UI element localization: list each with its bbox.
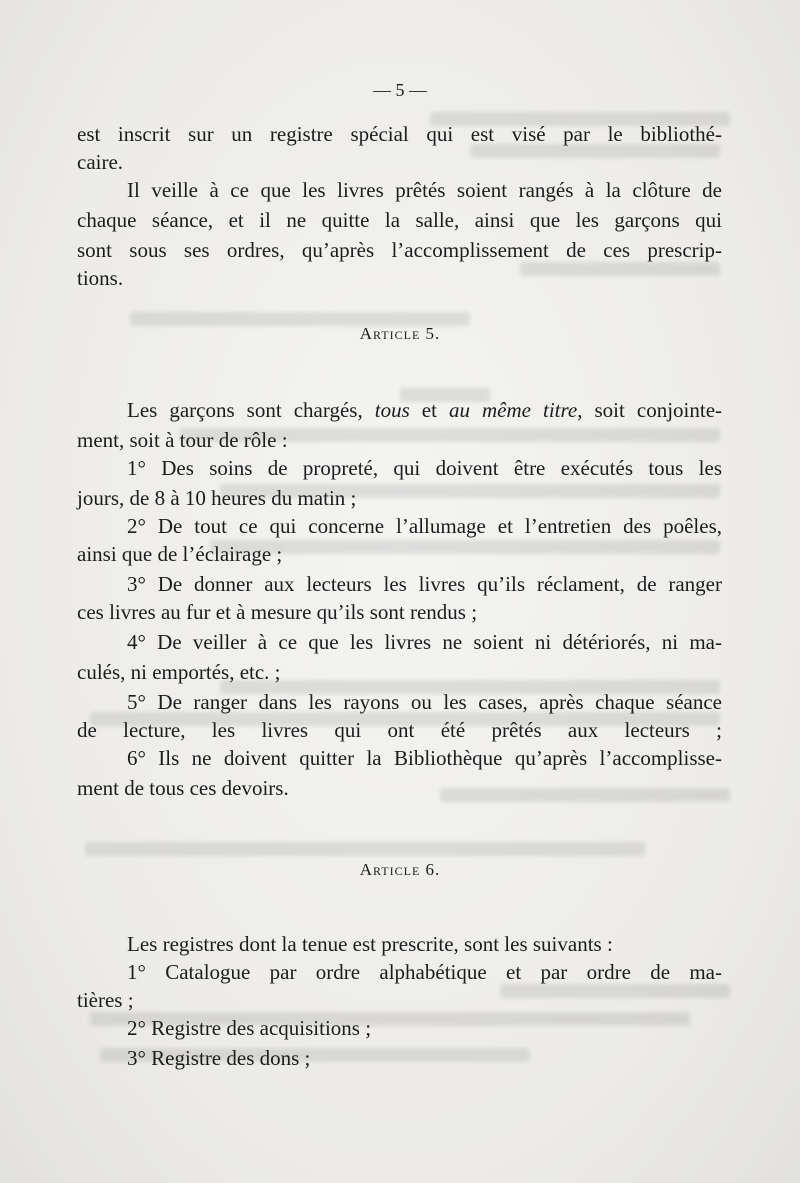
list-item: 3° De donner aux lecteurs les livres qu’ils réclament, de ranger xyxy=(127,572,722,596)
text-line: Il veille à ce que les livres prêtés soient rangés à la clôture de xyxy=(127,178,722,202)
list-item: 1° Catalogue par ordre alphabétique et par ordre de ma- xyxy=(127,960,722,984)
list-item: 1° Des soins de propreté, qui doivent être exécutés tous les xyxy=(127,456,722,480)
list-item: 3° Registre des dons ; xyxy=(127,1046,311,1070)
text-line: tières ; xyxy=(77,988,134,1012)
list-item: 5° De ranger dans les rayons ou les cases, après chaque séance xyxy=(127,690,722,714)
article-5-heading: Article 5. xyxy=(359,324,441,343)
text-line: chaque séance, et il ne quitte la salle, ainsi que les garçons qui xyxy=(77,208,722,232)
text-line: ces livres au fur et à mesure qu’ils sont rendus ; xyxy=(77,600,478,624)
text-line: de lecture, les livres qui ont été prêtés aux lecteurs ; xyxy=(77,718,722,742)
list-item: 2° Registre des acquisitions ; xyxy=(127,1016,372,1040)
text-line: culés, ni emportés, etc. ; xyxy=(77,660,281,684)
text-line: ainsi que de l’éclairage ; xyxy=(77,542,283,566)
text-line: tions. xyxy=(77,266,124,290)
text-line: jours, de 8 à 10 heures du matin ; xyxy=(77,486,357,510)
list-item: 4° De veiller à ce que les livres ne soient ni détériorés, ni ma- xyxy=(127,630,722,654)
text-line: Les registres dont la tenue est prescrite, sont les suivants : xyxy=(127,932,613,956)
text-line: Les garçons sont chargés, tous et au même titre, soit conjointe- xyxy=(127,398,723,422)
list-item: 2° De tout ce qui concerne l’allumage et l’entretien des poêles, xyxy=(127,514,722,538)
text-line: est inscrit sur un registre spécial qui est visé par le bibliothé- xyxy=(77,122,722,146)
text-line: ment, soit à tour de rôle : xyxy=(77,428,288,452)
text-line: caire. xyxy=(77,150,124,174)
text-line: sont sous ses ordres, qu’après l’accomplissement de ces prescrip- xyxy=(77,238,722,262)
text-line: ment de tous ces devoirs. xyxy=(77,776,289,800)
list-item: 6° Ils ne doivent quitter la Bibliothèque qu’après l’accomplisse- xyxy=(127,746,722,770)
page-number: — 5 — xyxy=(373,80,427,100)
article-6-heading: Article 6. xyxy=(359,860,441,879)
